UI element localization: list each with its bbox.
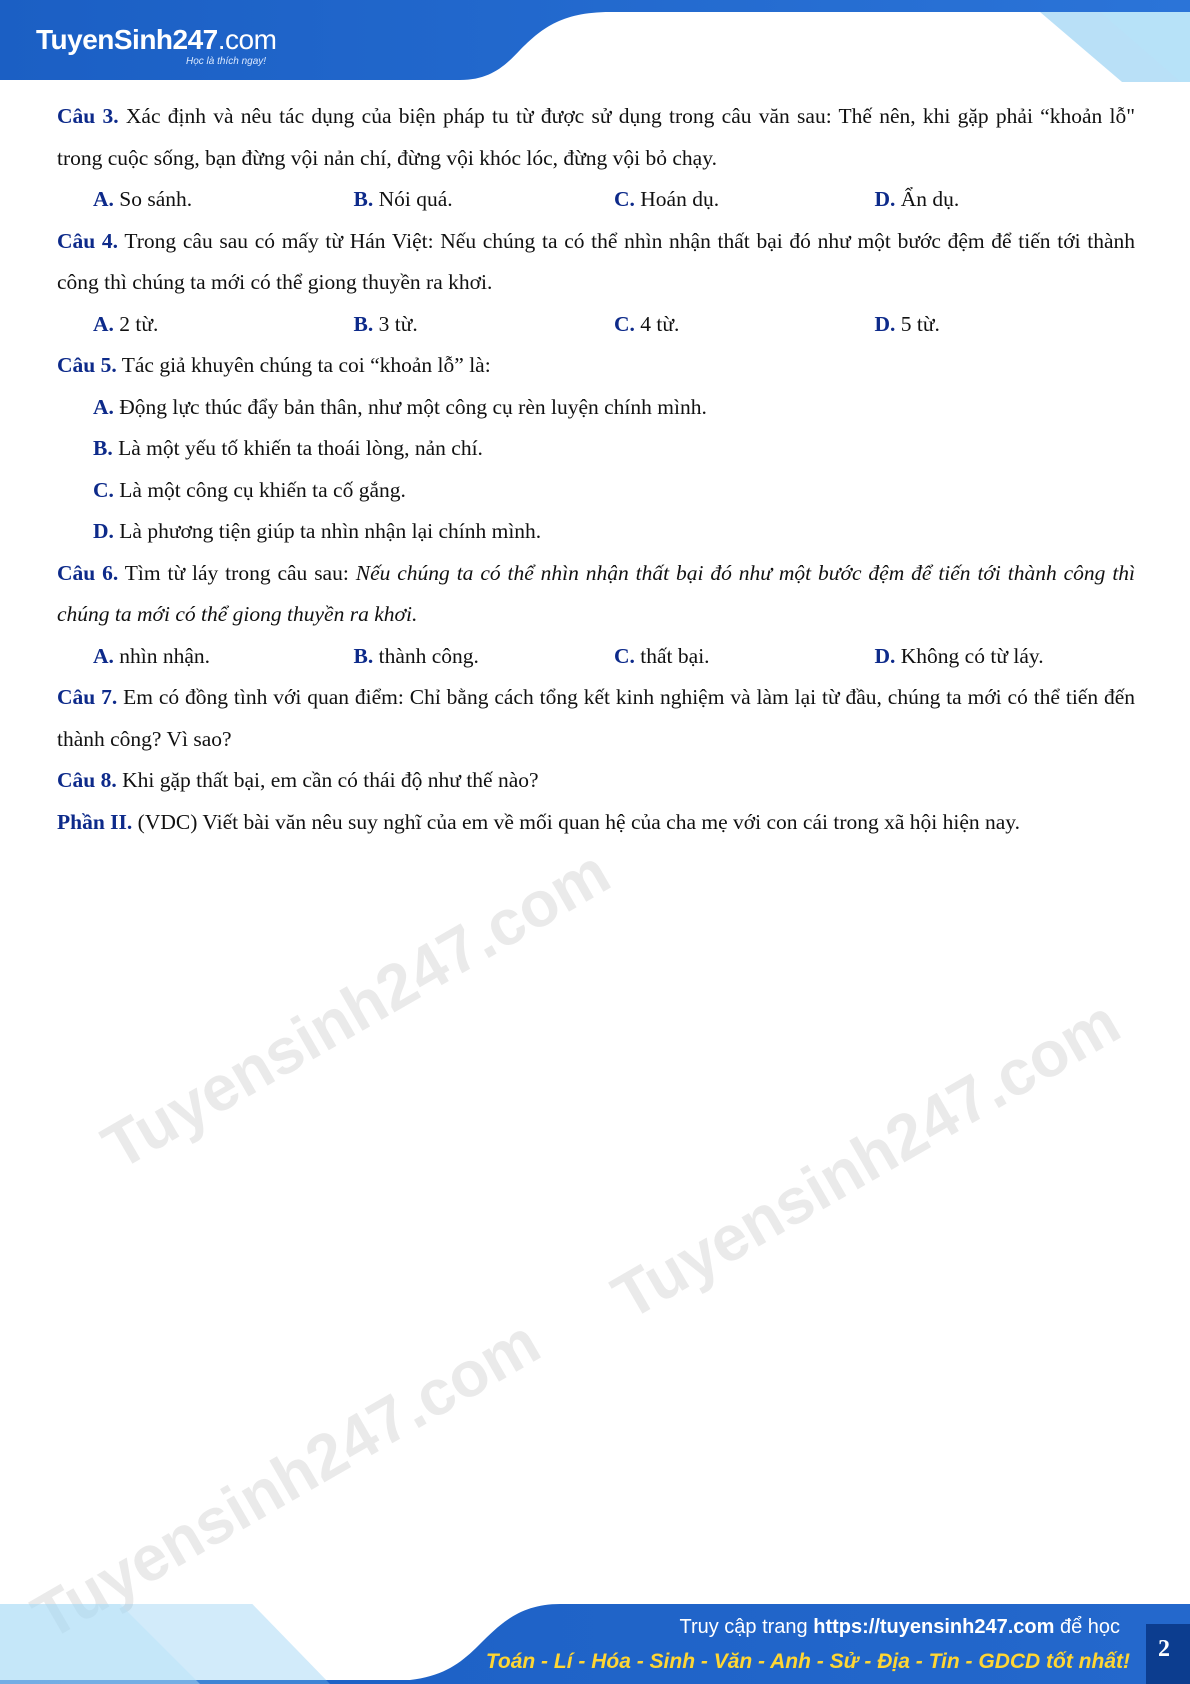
option-b: B. Là một yếu tố khiến ta thoái lòng, nản chí. — [93, 436, 483, 460]
watermark: Tuyensinh247.com — [20, 1305, 552, 1654]
footer-link[interactable]: https://tuyensinh247.com — [813, 1616, 1055, 1638]
option-d: D. Ẩn dụ. — [874, 187, 960, 211]
option-a: A. Động lực thúc đẩy bản thân, như một công cụ rèn luyện chính mình. — [93, 394, 707, 419]
option-a: A. So sánh. — [93, 187, 193, 211]
footer-subjects: Toán - Lí - Hóa - Sinh - Văn - Anh - Sử - Địa - Tin - GDCD tốt nhất! — [485, 1650, 1130, 1673]
options-q4 — [57, 304, 1135, 346]
logo-tagline: Học là thích ngay! — [186, 56, 267, 67]
question-7: Câu 7. Em có đồng tình với quan điểm: Chỉ bằng cách tổng kết kinh nghiệm và làm lại từ đầu, chúng ta mới có thể tiến đến thành công? Vì sao? — [57, 685, 1136, 751]
question-3: Câu 3. Xác định và nêu tác dụng của biện pháp tu từ được sử dụng trong câu văn sau: Thế nên, khi gặp phải “khoản lỗ" trong cuộc sống, bạn đừng vội nản chí, đừng vội khóc lóc, đừng vội bỏ chạy. — [57, 104, 1136, 170]
option-b: B. thành công. — [353, 643, 479, 668]
question-6: Câu 6. Tìm từ láy trong câu sau: Nếu chúng ta có thể nhìn nhận thất bại đó như một bước đệm để tiến tới thành công thì chúng ta mới có thể giong thuyền ra khơi. — [57, 560, 1136, 626]
options-q3 — [57, 179, 1135, 221]
option-d: D. 5 từ. — [874, 311, 940, 336]
watermark: Tuyensinh247.com — [600, 985, 1132, 1334]
option-b: B. Nói quá. — [353, 187, 453, 211]
watermark: Tuyensinh247.com — [90, 835, 622, 1184]
option-b: B. 3 từ. — [353, 311, 418, 336]
option-a: A. nhìn nhận. — [93, 643, 211, 668]
option-d: D. Là phương tiện giúp ta nhìn nhận lại chính mình. — [93, 519, 542, 543]
question-4: Câu 4. Trong câu sau có mấy từ Hán Việt: Nếu chúng ta có thể nhìn nhận thất bại đó như một bước đệm để tiến tới thành công thì chúng ta mới có thể giong thuyền ra khơi. — [57, 228, 1135, 294]
option-a: A. 2 từ. — [93, 311, 159, 336]
option-c: C. thất bại. — [614, 643, 710, 668]
question-5: Câu 5. Tác giả khuyên chúng ta coi “khoản lỗ” là: — [57, 353, 491, 377]
question-8: Câu 8. Khi gặp thất bại, em cần có thái độ như thế nào? — [57, 768, 539, 792]
options-q6 — [57, 636, 1135, 678]
option-c: C. 4 từ. — [614, 311, 680, 336]
logo-text: TuyenSinh247.com — [36, 24, 277, 55]
site-logo[interactable] — [36, 14, 296, 70]
option-c: C. Là một công cụ khiến ta cố gắng. — [93, 477, 406, 502]
document-body — [57, 96, 1135, 843]
part-2: Phần II. (VDC) Viết bài văn nêu suy nghĩ của em về mối quan hệ của cha mẹ với con cái trong xã hội hiện nay. — [57, 809, 1021, 834]
page-number: 2 — [1158, 1636, 1170, 1662]
option-c: C. Hoán dụ. — [614, 187, 720, 211]
option-d: D. Không có từ láy. — [874, 643, 1044, 668]
footer-cta: Truy cập trang https://tuyensinh247.com để học — [679, 1616, 1120, 1638]
